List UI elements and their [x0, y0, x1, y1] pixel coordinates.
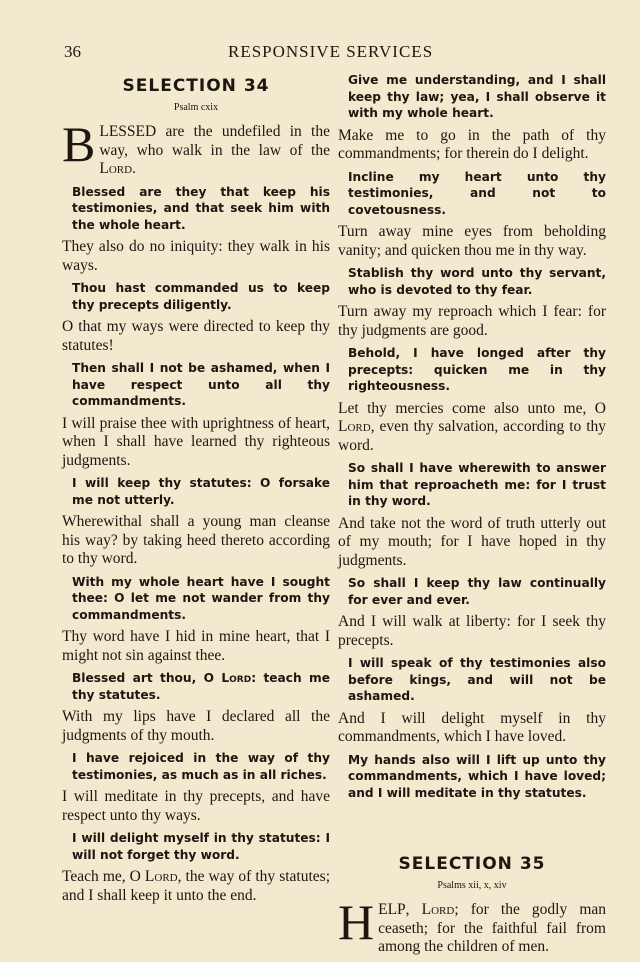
- page-number: 36: [64, 42, 81, 61]
- leader-verse: And I will walk at liberty: for I seek thy precepts.: [338, 613, 606, 649]
- drop-cap: B: [62, 116, 96, 172]
- response-verse: I will delight myself in thy statutes: I will not forget thy word.: [72, 831, 330, 862]
- selection-35-reference: Psalms xii, x, xiv: [437, 880, 507, 891]
- response-verse: Then shall I not be ashamed, when I have respect unto all thy commandments.: [72, 361, 330, 408]
- drop-cap: H: [338, 894, 375, 950]
- lord-word: Lord: [338, 418, 371, 435]
- first-verse: [338, 894, 607, 957]
- leader-verse: Turn away mine eyes from beholding vanity; and quicken thou me in thy way.: [338, 223, 606, 259]
- response-verse: [72, 670, 330, 703]
- response-verse: So shall I have wherewith to answer him that reproacheth me: for I trust in thy word.: [348, 461, 606, 508]
- response-verse: Stablish thy word unto thy servant, who is devoted to thy fear.: [348, 266, 606, 297]
- leader-verse: Make me to go in the path of thy commandments; for therein do I delight.: [338, 126, 606, 162]
- first-verse-text: ; for the godly man ceaseth; for the faithful fail from among the children of men.: [378, 901, 607, 955]
- response-verse: With my whole heart have I sought thee: O let me not wander from thy commandments.: [72, 574, 330, 622]
- leader-verse: I will meditate in thy precepts, and have respect unto thy ways.: [62, 788, 330, 824]
- leader-verse: And take not the word of truth utterly out of my mouth; for I have hoped in thy judgments.: [338, 514, 606, 569]
- response-verse: I have rejoiced in the way of thy testimonies, as much as in all riches.: [72, 751, 330, 782]
- running-head: [0, 42, 640, 64]
- lord-word: Lord: [144, 868, 178, 885]
- leader-verse: O that my ways were directed to keep thy statutes!: [62, 318, 330, 354]
- left-column: [62, 72, 330, 910]
- leader-verse: [338, 400, 606, 456]
- leader-verse: They also do no iniquity: they walk in his ways.: [62, 238, 330, 274]
- verse-part: Let thy mercies come also unto me, O: [338, 399, 606, 417]
- leader-verse: I will praise thee with uprightness of heart, when I shall have learned thy righteous judgments.: [62, 414, 330, 469]
- verse-part: : teach me thy statutes.: [72, 671, 331, 702]
- response-verse: So shall I keep thy law continually for ever and ever.: [348, 576, 606, 607]
- verse-part: Blessed art thou, O: [72, 671, 222, 685]
- lord-word: Lord: [221, 671, 252, 685]
- first-verse-end: .: [132, 160, 136, 177]
- response-verse: I will speak of thy testimonies also before kings, and will not be ashamed.: [348, 656, 606, 703]
- first-verse-text: are the undefiled in the way, who walk in the law of the: [99, 123, 330, 159]
- leader-verse: And I will delight myself in thy commandments, which I have loved.: [338, 709, 606, 745]
- response-verse: Thou hast commanded us to keep thy precepts diligently.: [72, 281, 330, 312]
- leader-verse: Wherewithal shall a young man cleanse his way? by taking heed thereto according to thy word.: [62, 513, 330, 567]
- response-verse: Behold, I have longed after thy precepts: quicken me in thy righteousness.: [348, 346, 606, 393]
- first-word-rest: LESSED: [99, 123, 157, 140]
- selection-34-title: SELECTION 34: [122, 76, 270, 96]
- leader-verse: Turn away my reproach which I fear: for thy judgments are good.: [338, 303, 606, 339]
- lord-word: Lord: [421, 901, 455, 918]
- response-verse: My hands also will I lift up unto thy commandments, which I have loved; and I will meditate in thy statutes.: [348, 752, 606, 800]
- response-verse: Blessed are they that keep his testimonies, and that seek him with the whole heart.: [72, 184, 330, 232]
- verse-part: , the way of thy statutes; and I shall keep it unto the end.: [62, 868, 331, 904]
- leader-verse: Thy word have I hid in mine heart, that I might not sin against thee.: [62, 628, 330, 664]
- response-verse: Give me understanding, and I shall keep thy law; yea, I shall observe it with my whole heart.: [348, 73, 606, 120]
- selection-34-reference: Psalm cxix: [173, 102, 219, 113]
- running-title: RESPONSIVE SERVICES: [228, 42, 434, 61]
- right-column: [338, 72, 606, 962]
- leader-verse: [62, 868, 330, 905]
- first-verse: [62, 116, 330, 179]
- response-verse: I will keep thy statutes: O forsake me not utterly.: [72, 476, 330, 507]
- section-spacer: [338, 806, 606, 850]
- verse-part: Teach me, O: [62, 868, 145, 885]
- selection-35-title: SELECTION 35: [398, 854, 546, 874]
- first-word-rest: ELP: [378, 901, 406, 918]
- lord-word: Lord: [99, 160, 133, 177]
- response-verse: Incline my heart unto thy testimonies, and not to covetousness.: [348, 169, 606, 217]
- verse-part: , even thy salvation, according to thy word.: [338, 418, 606, 454]
- leader-verse: With my lips have I declared all the judgments of thy mouth.: [62, 708, 330, 744]
- verse-part: ,: [405, 901, 422, 918]
